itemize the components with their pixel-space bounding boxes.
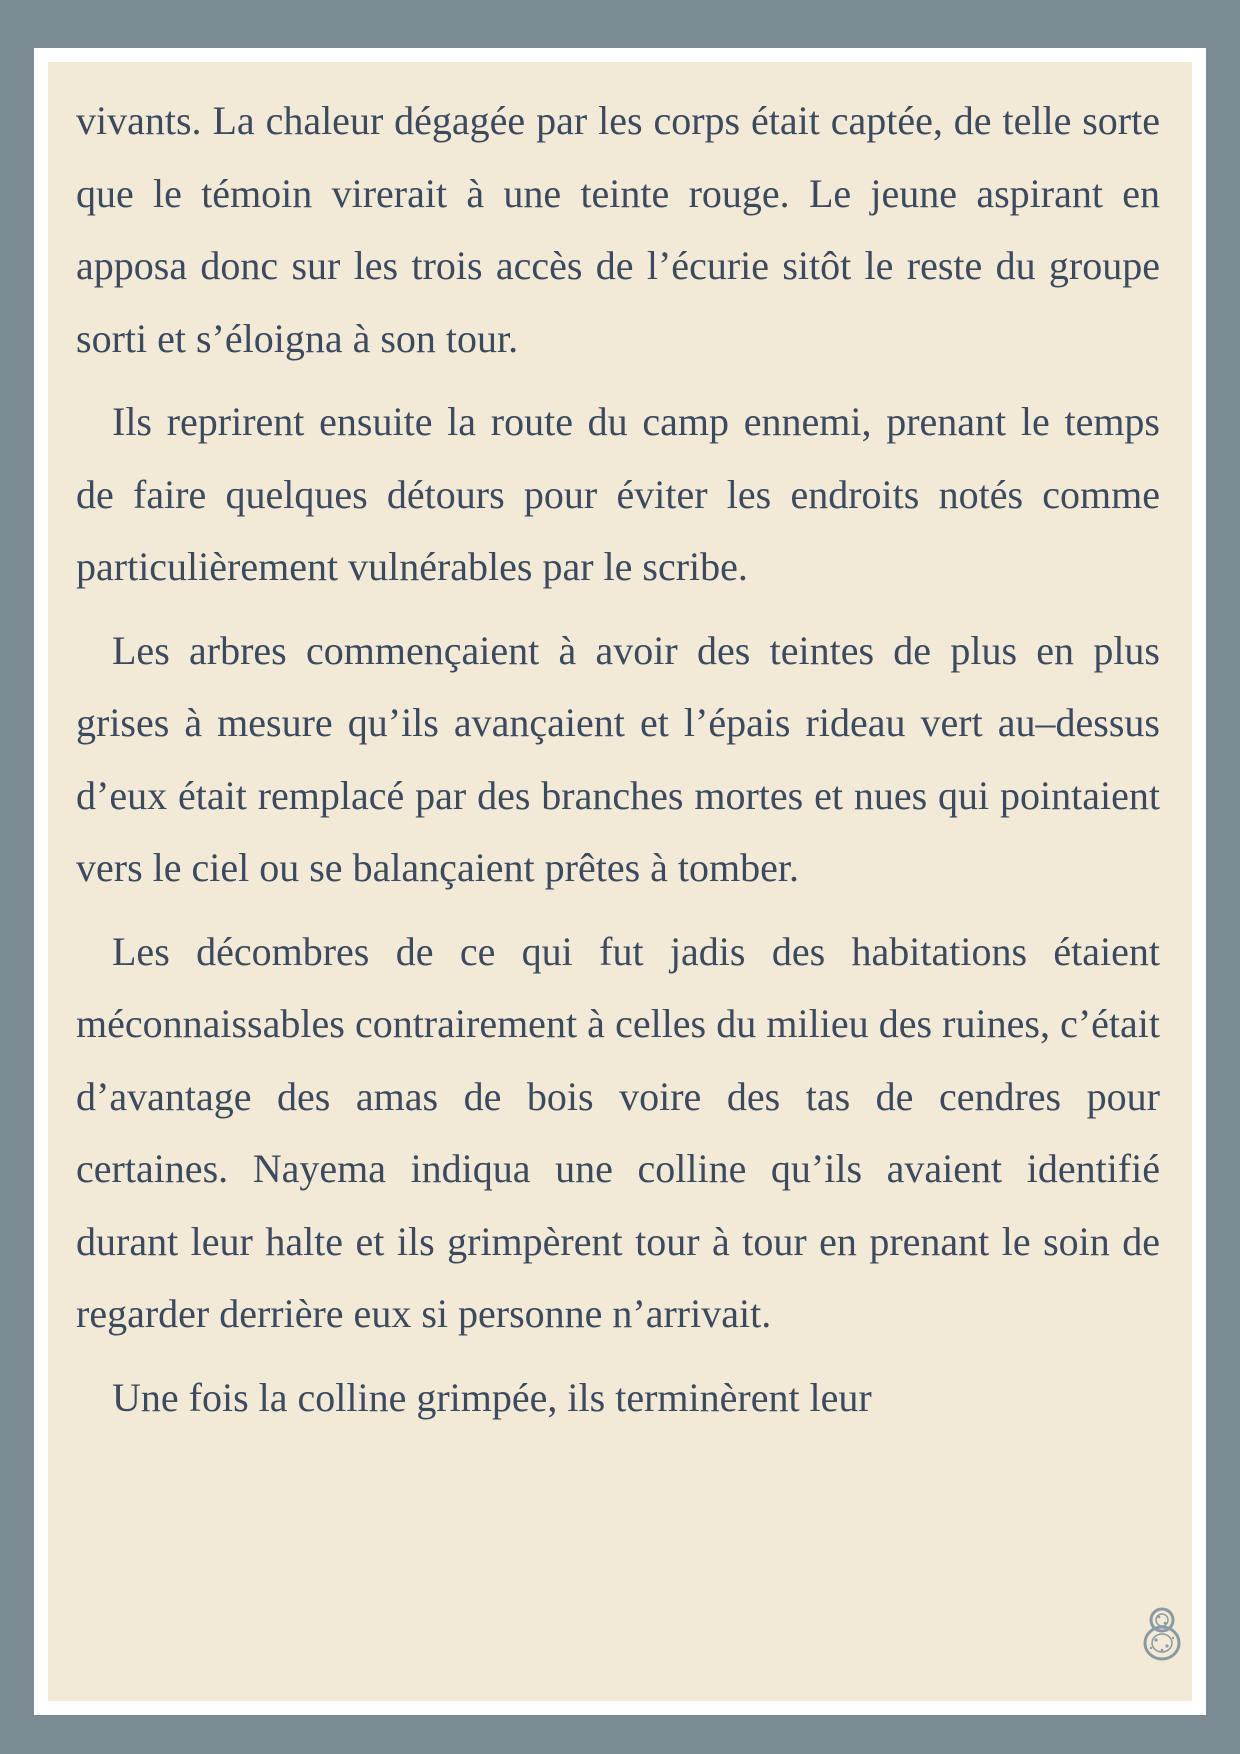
paragraph-3: Les arbres commençaient à avoir des teintes de plus en plus grises à mesure qu’ils avançaient et l’épais rideau vert au–dessus d’eux était remplacé par des branches mortes et nues qui pointaient vers le ciel ou se balançaient prêtes à tomber.: [76, 627, 1160, 890]
paragraph-5: Une fois la colline grimpée, ils terminèrent leur: [112, 1374, 872, 1420]
paragraph-4: Les décombres de ce qui fut jadis des habitations étaient méconnaissables contrairement à celles du milieu des ruines, c’était d’avantage des amas de bois voire des tas de cendres pour certaines. Nayema indiqua une colline qu’ils avaient identifié durant leur halte et ils grimpèrent tour à tour en prenant le soin de regarder derrière eux si personne n’arrivait.: [76, 928, 1160, 1336]
paragraph-2: Ils reprirent ensuite la route du camp ennemi, prenant le temps de faire quelques détours pour éviter les endroits notés comme particulièrement vulnérables par le scribe.: [76, 399, 1160, 589]
paragraph-1: vivants. La chaleur dégagée par les corps était captée, de telle sorte que le témoin virerait à une teinte rouge. Le jeune aspirant en apposa donc sur les trois accès de l’écurie sitôt le reste du groupe sorti et s’éloigna à son tour.: [76, 98, 1160, 361]
body-text: [76, 85, 1160, 1445]
page-number: [1138, 1604, 1186, 1662]
page-number-ornament: [1138, 1604, 1186, 1662]
